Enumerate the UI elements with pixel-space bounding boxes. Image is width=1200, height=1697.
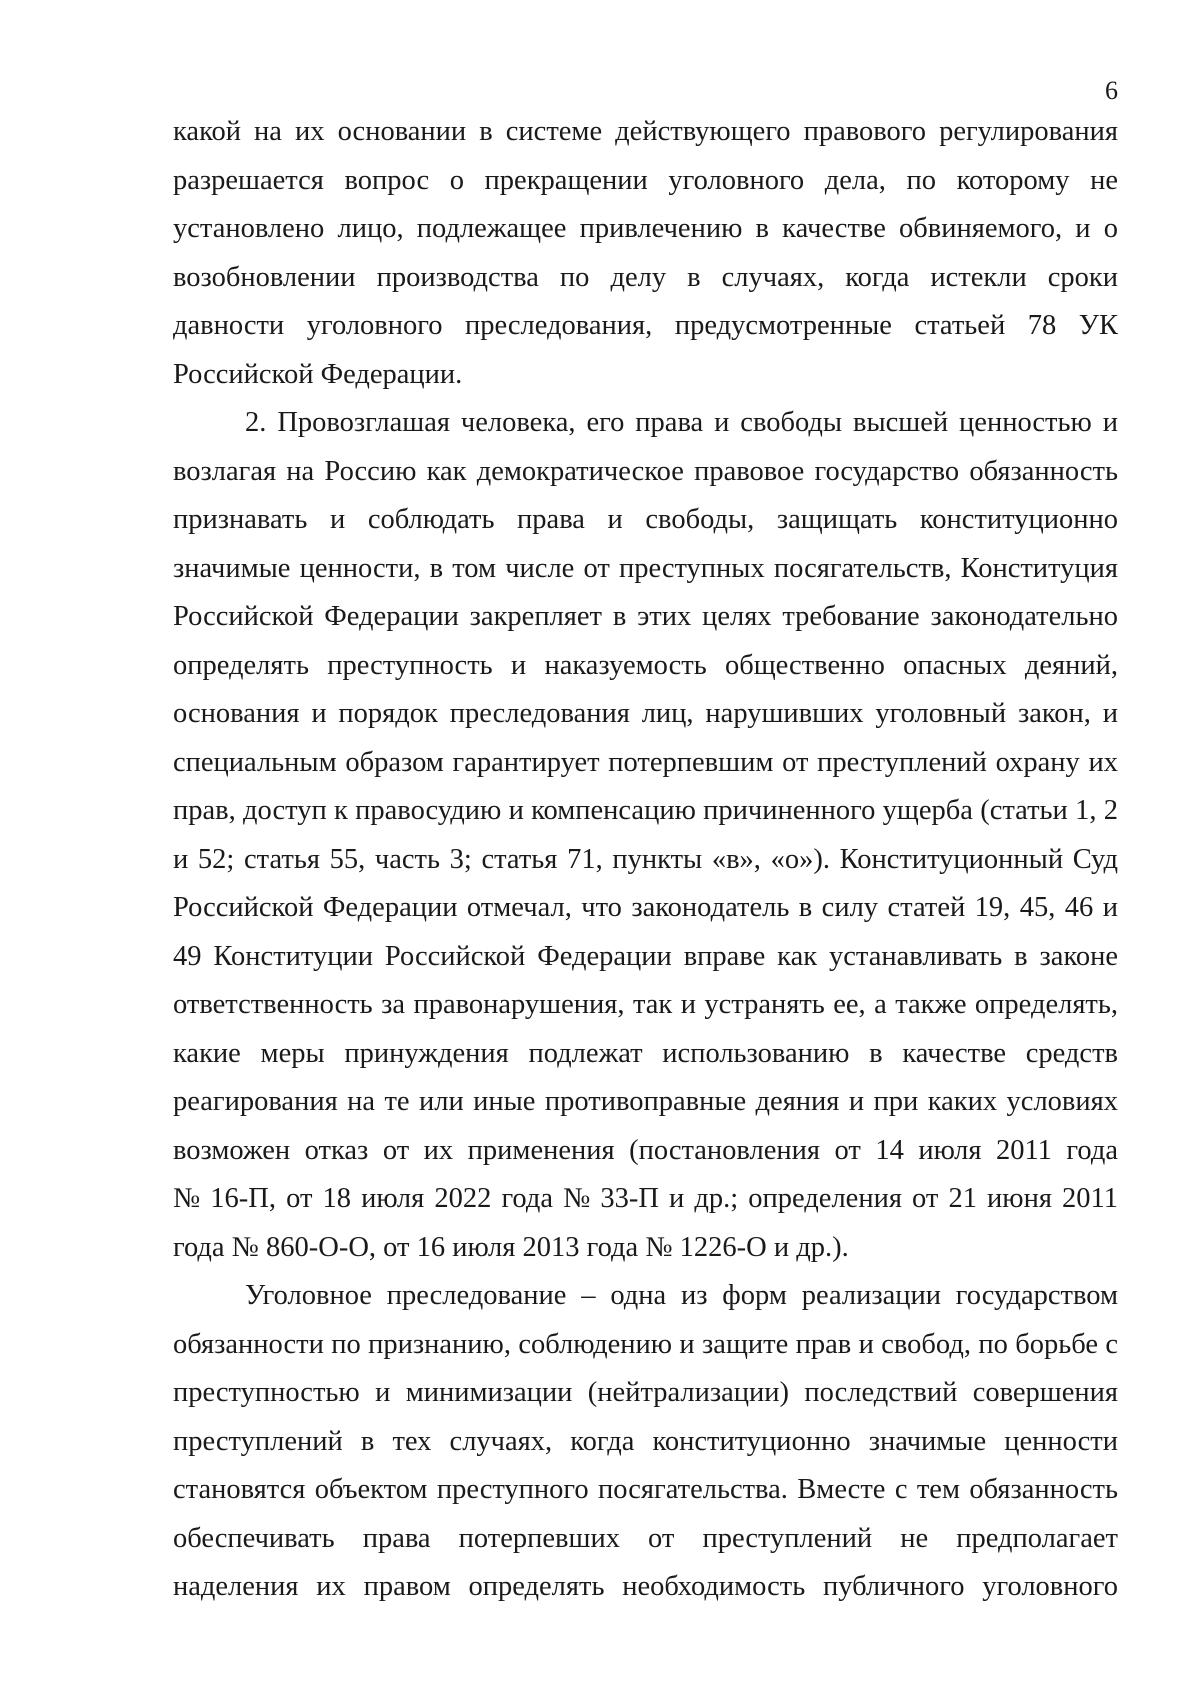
text-line: преступностью и минимизации (нейтрализации) последствий совершения [173,1377,1118,1408]
text-line: Российской Федерации отмечал, что законодатель в силу статей 19, 45, 46 и [173,892,1118,923]
text-line: и 52; статья 55, часть 3; статья 71, пункты «в», «о»). Конституционный Суд [173,843,1118,875]
text-line: значимые ценности, в том числе от преступных посягательств, Конституция [173,552,1118,584]
text-line: какой на их основании в системе действующего правового регулирования [173,116,1118,147]
text-line: Уголовное преследование – одна из форм реализации государством [245,1280,1118,1311]
text-line: года № 860-О-О, от 16 июля 2013 года № 1226-О и др.). [173,1231,849,1263]
text-line: возобновлении производства по делу в случаях, когда истекли сроки [173,261,1118,293]
text-line: № 16-П, от 18 июля 2022 года № 33-П и др.; определения от 21 июня 2011 [173,1183,1118,1214]
text-line: преступлений в тех случаях, когда конституционно значимые ценности [173,1425,1118,1457]
text-line: давности уголовного преследования, предусмотренные статьей 78 УК [173,310,1118,341]
text-line: Российской Федерации закрепляет в этих целях требование законодательно [173,601,1118,632]
text-line: какие меры принуждения подлежат использованию в качестве средств [173,1037,1118,1069]
text-line: возлагая на Россию как демократическое правовое государство обязанность [173,455,1118,487]
text-line: Российской Федерации. [173,358,463,390]
text-line: специальным образом гарантирует потерпевшим от преступлений охрану их [173,746,1118,778]
text-line: установлено лицо, подлежащее привлечению в качестве обвиняемого, и о [173,213,1118,244]
text-line: обеспечивать права потерпевших от преступлений не предполагает [173,1522,1118,1554]
text-line: признавать и соблюдать права и свободы, защищать конституционно [173,504,1118,535]
paragraph-1 [173,108,1118,399]
text-line: разрешается вопрос о прекращении уголовного дела, по которому не [173,164,1118,196]
text-line: ответственность за правонарушения, так и устранять ее, а также определять, [173,989,1118,1020]
paragraph-2 [173,399,1118,1272]
text-line: возможен отказ от их применения (постановления от 14 июля 2011 года [173,1134,1118,1166]
text-line: наделения их правом определять необходимость публичного уголовного [173,1571,1118,1602]
text-line: прав, доступ к правосудию и компенсацию причиненного ущерба (статьи 1, 2 [173,795,1118,826]
text-line: 49 Конституции Российской Федерации вправе как устанавливать в законе [173,940,1118,972]
text-line: становятся объектом преступного посягательства. Вместе с тем обязанность [173,1474,1118,1505]
document-body [173,108,1118,1612]
text-line: определять преступность и наказуемость общественно опасных деяний, [173,649,1118,681]
text-line: 2. Провозглашая человека, его права и свободы высшей ценностью и [245,407,1118,438]
text-line: реагирования на те или иные противоправные деяния и при каких условиях [173,1086,1118,1117]
text-line: основания и порядок преследования лиц, нарушивших уголовный закон, и [173,698,1118,729]
page-number: 6 [1105,76,1118,105]
text-line: обязанности по признанию, соблюдению и защите прав и свобод, по борьбе с [173,1328,1118,1360]
paragraph-3 [173,1272,1118,1612]
